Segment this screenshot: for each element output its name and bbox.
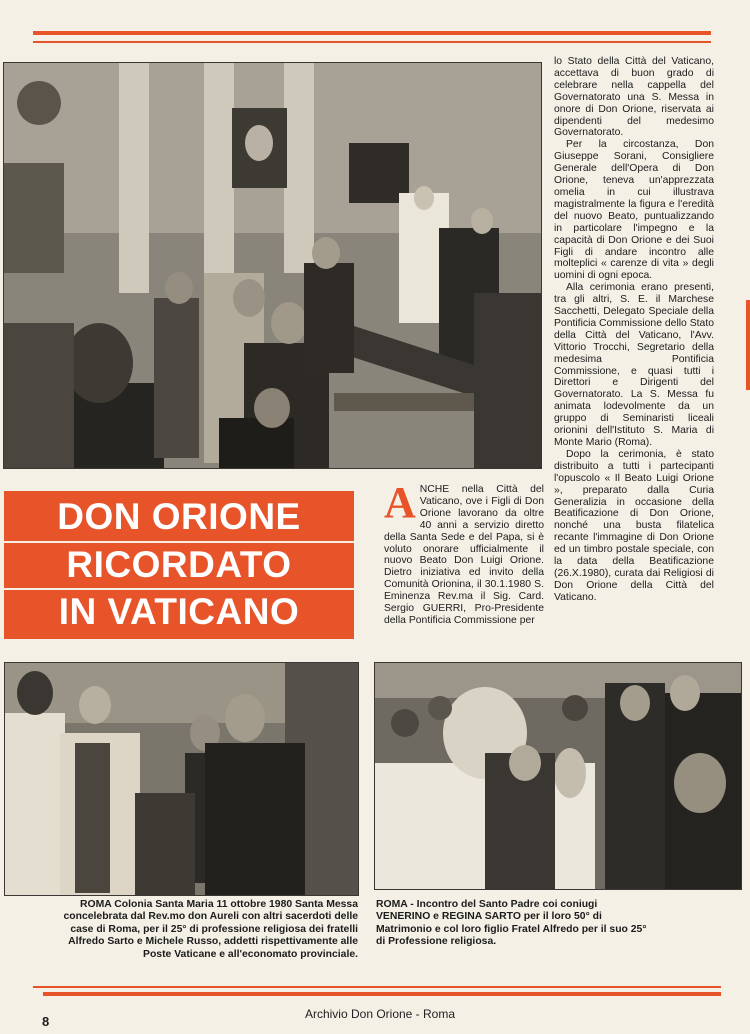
headline-line-1: DON ORIONE [57, 496, 301, 537]
headline-box [4, 490, 354, 639]
caption-right: ROMA - Incontro del Santo Padre coi coniugi VENERINO e REGINA SARTO per il loro 50° di Matrimonio e col loro figlio Fratel Alfredo per il suo 25° di Professione religiosa. [376, 899, 647, 948]
article-column-right [554, 56, 714, 604]
article-intro [384, 478, 544, 627]
page-edge-tab [746, 300, 750, 390]
top-rule [33, 31, 711, 35]
article-paragraph: lo Stato della Città del Vaticano, accettava di buon grado di celebrare nella cappella del Governatorato una S. Messa in onore di Don Orione, riservata ai dipendenti del medesimo Governatorato. [554, 56, 714, 139]
pope-meeting-photo [374, 662, 742, 890]
archive-credit: Archivio Don Orione - Roma [304, 1007, 456, 1021]
page-number: 8 [42, 1014, 50, 1029]
article-paragraph: Alla cerimonia erano presenti, tra gli altri, S. E. il Marchese Sacchetti, Delegato Speciale della Pontificia Commissione dello Stato della Città del Vaticano, l'Avv. Vittorio Trocchi, Segretario della medesima Pontificia Commissione, e quasi tutti i Direttori e Dirigenti del Governatorato. La S. Messa fu animata lodevolmente da un gruppo di Seminaristi liceali orionini dell'Istituto S. Maria di Monte Mario (Roma). [554, 282, 714, 448]
drop-cap: A [384, 478, 416, 527]
intro-text: NCHE nella Città del Vaticano, ove i Figli di Don Orione lavorano da oltre 40 anni a servizio diretto della Santa Sede e del Papa, si è voluto onorare ufficialmente il nuovo Beato Don Luigi Orione. Dietro iniziativa ed invito della Comunità Orionina, il 30.1.1980 S. Eminenza Rev.ma il Sig. Card. Sergio GUERRI, Pro-Presidente della Pontificia Commissione per [384, 484, 544, 626]
article-intro-column [384, 478, 544, 627]
anniversary-mass-photo [4, 662, 359, 896]
article-paragraph: Per la circostanza, Don Giuseppe Sorani, Consigliere Generale dell'Opera di Don Orione, teneva un'apprezzata omelia in cui illustrava magistralmente la figura e l'eredità del nuovo Beato, puntualizzando in particolare l'impegno e la capacità di Don Orione e dei Suoi Figli di andare incontro alle molteplici « carenze di vita » degli uomini di ogni epoca. [554, 139, 714, 282]
headline-line-3: IN VATICANO [58, 591, 300, 632]
caption-left: ROMA Colonia Santa Maria 11 ottobre 1980 Santa Messa concelebrata dal Rev.mo don Aureli con altri sacerdoti delle case di Roma, per il 25° di professione religiosa dei fratelli Alfredo Sarto e Michele Russo, addetti rispettivamente alle Poste Vaticane e all'economato provinciale. [63, 899, 358, 960]
chapel-mass-photo [3, 62, 542, 469]
headline-line-2: RICORDATO [66, 544, 292, 585]
bottom-rule [43, 992, 721, 996]
top-rule-thin [33, 41, 711, 43]
article-paragraph: Dopo la cerimonia, è stato distribuito a tutti i partecipanti l'opuscolo « Il Beato Luigi Orione », preparato dalla Curia Generalizia in occasione della Beatificazione di Don Orione, nonché una busta filatelica recante l'immagine di Don Orione ed un timbro postale speciale, con la data della Beatificazione (26.X.1980), curata dai Religiosi di Don Orione della Città del Vaticano. [554, 448, 714, 603]
bottom-rule-thin [33, 986, 721, 988]
